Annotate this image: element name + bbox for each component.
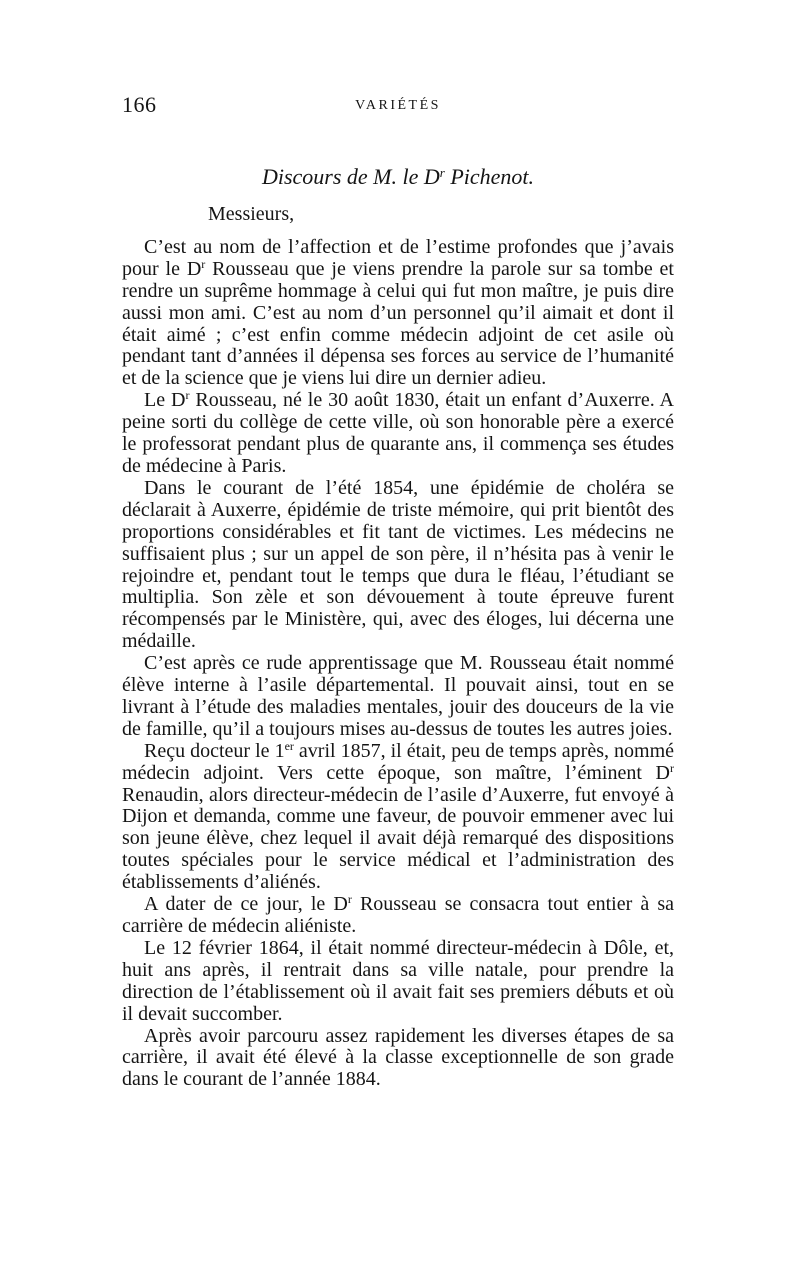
paragraph-8 xyxy=(122,1026,674,1092)
paragraph-5-superscript-2: r xyxy=(670,760,674,775)
paragraph-1 xyxy=(122,237,674,390)
title-superscript: r xyxy=(439,165,445,180)
paragraph-5-text-c: Renaudin, alors directeur-médecin de l’asile d’Auxerre, fut envoyé à Dijon et demanda, comme une faveur, de pouvoir emmener avec lui son jeune élève, chez lequel il avait déjà remarqué des dispositions toutes spéciales pour le service médical et l’administration des établissements d’aliénés. xyxy=(122,783,674,894)
paragraph-3 xyxy=(122,478,674,653)
paragraph-2 xyxy=(122,390,674,478)
paragraph-2-text-b: Rousseau, né le 30 août 1830, était un enfant d’Auxerre. A peine sorti du collège de cette ville, où son honorable père a exercé le professorat pendant plus de quarante ans, il commença ses études de médecine à Paris. xyxy=(122,389,674,477)
paragraph-1-text-a: C’est au nom de l’affection et de l’estime profondes que j’avais pour le D xyxy=(122,235,674,280)
paragraph-1-superscript: r xyxy=(201,256,206,271)
paragraph-5-text-a: Reçu docteur le 1 xyxy=(144,739,285,762)
paragraph-4 xyxy=(122,653,674,741)
paragraph-2-text-a: Le D xyxy=(144,389,186,412)
running-header xyxy=(122,92,674,122)
title-text-before: Discours de M. le D xyxy=(261,164,440,189)
paragraph-5-superscript-1: er xyxy=(284,738,294,753)
running-title: VARIÉTÉS xyxy=(355,98,441,113)
paragraph-1-text-b: Rousseau que je viens prendre la parole sur sa tombe et rendre un suprême hommage à celui qui fut mon maître, je puis dire aussi mon ami. C’est au nom d’un personnel qu’il aimait et dont il était aimé ; c’est enfin comme médecin adjoint de cet asile où pendant tant d’années il dépensa ses forces au service de l’humanité et de la science que je viens lui dire un dernier adieu. xyxy=(122,257,674,390)
paragraph-3-text: Dans le courant de l’été 1854, une épidémie de choléra se déclarait à Auxerre, épidémie de triste mémoire, qui prit bientôt des proportions considérables et fit tant de victimes. Les médecins ne suffisaient plus ; sur un appel de son père, il n’hésita pas à venir le rejoindre et, pendant tout le temps que dura le fléau, l’étudiant se multiplia. Son zèle et son dévouement à toute épreuve furent récompensés par le Ministère, qui, avec des éloges, lui décerna une médaille. xyxy=(122,476,674,653)
paragraph-2-superscript: r xyxy=(185,388,190,403)
paragraph-6-text-a: A dater de ce jour, le D xyxy=(144,893,348,916)
salutation: Messieurs, xyxy=(208,203,295,225)
paragraph-5-text-b: avril 1857, il était, peu de temps après, nommé médecin adjoint. Vers cette époque, son maître, l’éminent D xyxy=(122,739,675,784)
paragraph-6-text-b: Rousseau se consacra tout entier à sa carrière de médecin aliéniste. xyxy=(122,893,674,937)
page-number: 166 xyxy=(122,92,157,117)
title-text-after: Pichenot. xyxy=(444,164,535,189)
paragraph-7-text: Le 12 février 1864, il était nommé directeur-médecin à Dôle, et, huit ans après, il rentrait dans sa ville natale, pour prendre la direction de l’établissement où il avait fait ses premiers débuts et où il devait succomber. xyxy=(122,936,674,1025)
paragraph-6 xyxy=(122,894,674,938)
paragraph-6-superscript: r xyxy=(347,892,352,907)
article-title xyxy=(122,164,674,190)
paragraph-4-text: C’est après ce rude apprentissage que M. Rousseau était nommé élève interne à l’asile départemental. Il pouvait ainsi, tout en se livrant à l’étude des maladies mentales, jouir des douceurs de la vie de famille, qu’il a toujours mises au-dessus de toutes les autres joies. xyxy=(122,652,674,740)
paragraph-8-text: Après avoir parcouru assez rapidement les diverses étapes de sa carrière, il avait été élevé à la classe exceptionnelle de son grade dans le courant de l’année 1884. xyxy=(122,1024,674,1091)
paragraph-7 xyxy=(122,938,674,1026)
paragraph-5 xyxy=(122,738,675,894)
speech-body xyxy=(122,204,674,1091)
